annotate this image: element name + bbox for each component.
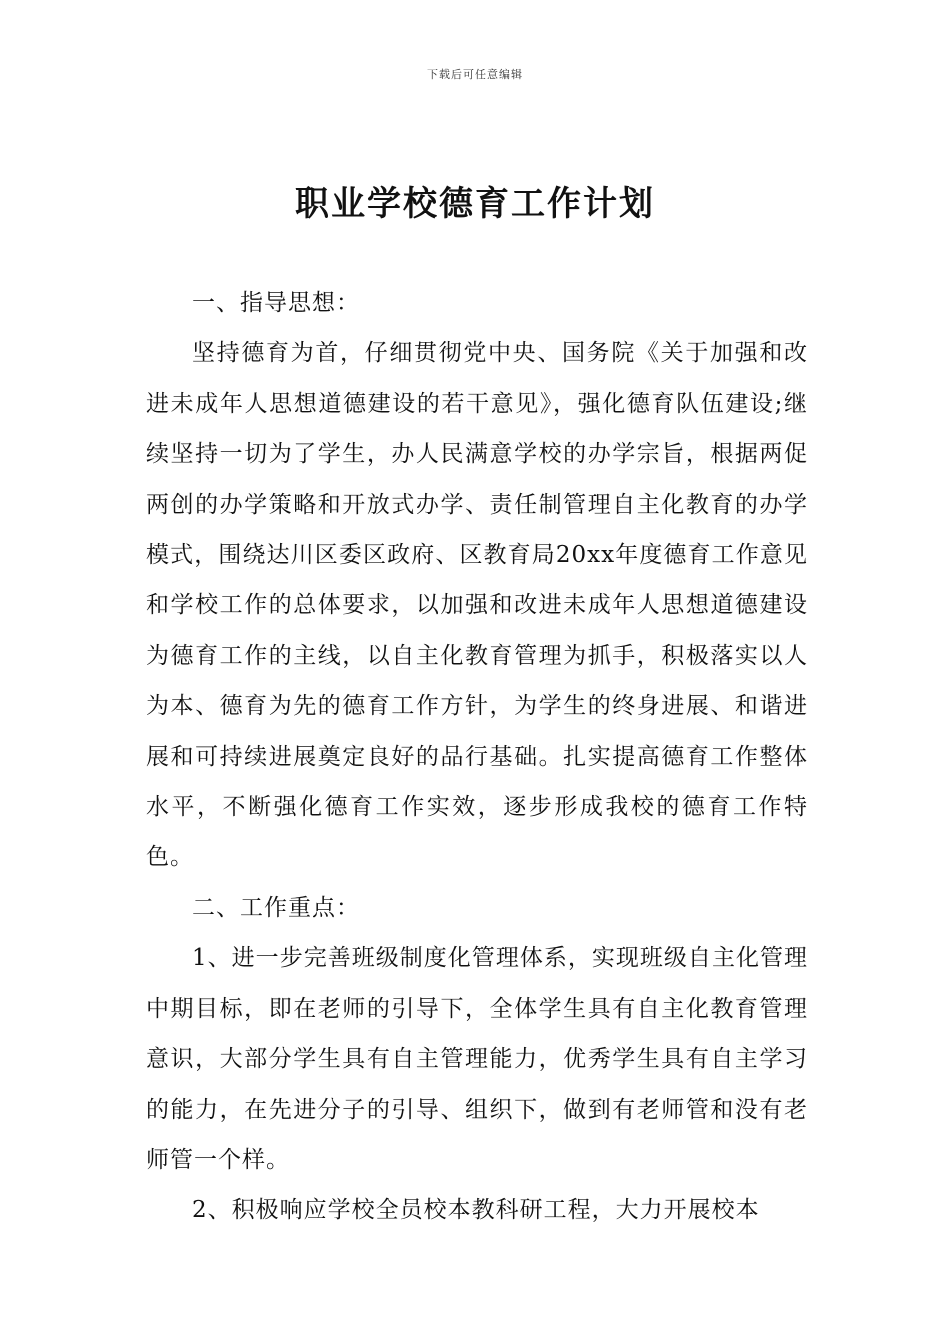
page-title: 职业学校德育工作计划: [295, 184, 655, 224]
header-note: 下载后可任意编辑: [427, 68, 523, 81]
section-heading-guiding-ideology: 一、指导思想：: [192, 290, 360, 316]
document-body: [146, 278, 808, 1236]
paragraph-work-focus-item-2: 2、积极响应学校全员校本教科研工程，大力开展校本: [192, 1197, 760, 1224]
paragraph-guiding-ideology: 坚持德育为首，仔细贯彻党中央、国务院《关于加强和改进未成年人思想道德建设的若干意见》，强化德育队伍建设;继续坚持一切为了学生，办人民满意学校的办学宗旨，根据两促两创的办学策略和开放式办学、责任制管理自主化教育的办学模式，围绕达川区委区政府、区教育局20xx年度德育工作意见和学校工作的总体要求，以加强和改进未成年人思想道德建设为德育工作的主线，以自主化教育管理为抓手，积极落实以人为本、德育为先的德育工作方针，为学生的终身进展、和谐进展和可持续进展奠定良好的品行基础。扎实提高德育工作整体水平，不断强化德育工作实效，逐步形成我校的德育工作特色。: [146, 340, 808, 871]
paragraph-work-focus-item-1: 1、进一步完善班级制度化管理体系，实现班级自主化管理中期目标，即在老师的引导下，全体学生具有自主化教育管理意识，大部分学生具有自主管理能力，优秀学生具有自主学习的能力，在先进分子的引导、组织下，做到有老师管和没有老师管一个样。: [146, 945, 808, 1173]
section-heading-work-focus: 二、工作重点：: [192, 894, 360, 921]
